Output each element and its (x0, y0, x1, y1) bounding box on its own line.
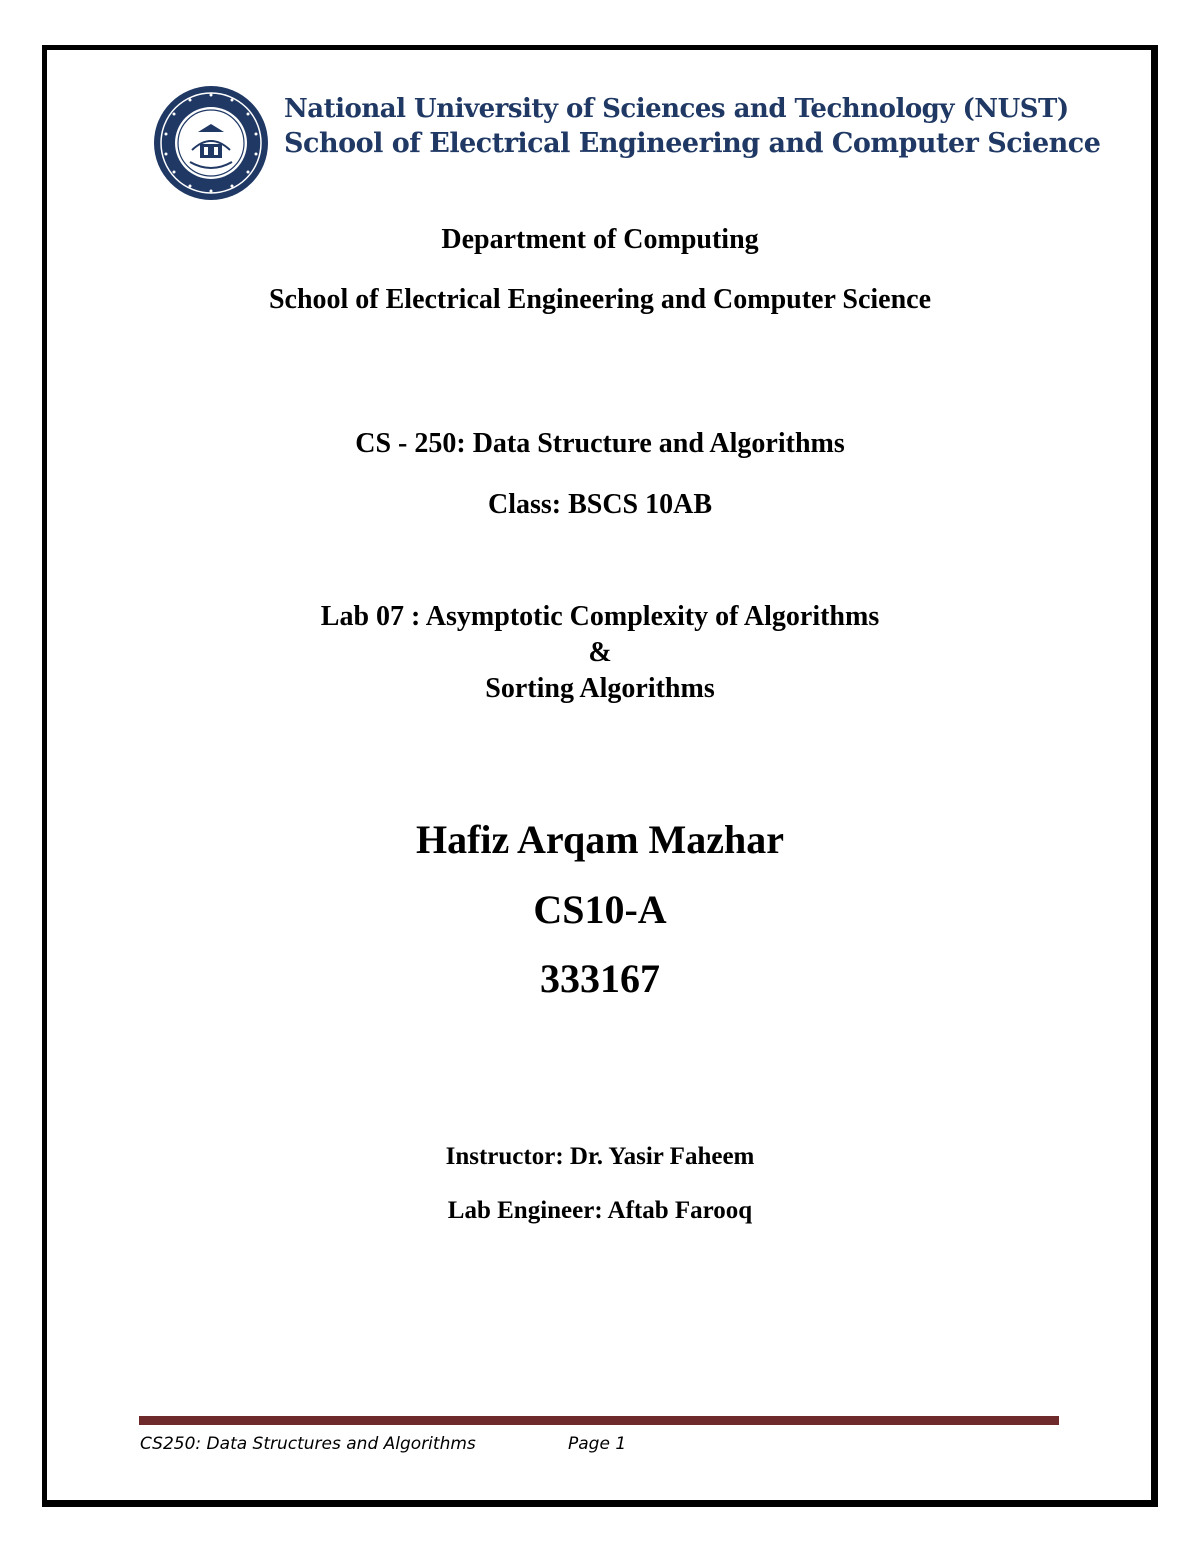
school-name-header: School of Electrical Engineering and Computer Science (284, 128, 1101, 159)
instructor: Instructor: Dr. Yasir Faheem (445, 1143, 755, 1170)
department-name: Department of Computing (441, 224, 759, 255)
course-title: CS - 250: Data Structure and Algorithms (355, 428, 845, 459)
nust-seal-logo (152, 84, 270, 202)
lab-engineer: Lab Engineer: Aftab Farooq (447, 1197, 753, 1224)
footer-page-number: Page 1 (568, 1434, 627, 1454)
footer-course: CS250: Data Structures and Algorithms (140, 1434, 476, 1454)
footer-rule (139, 1416, 1059, 1425)
lab-ampersand: & (588, 637, 612, 668)
page-border (42, 45, 1158, 1507)
lab-subtitle: Sorting Algorithms (485, 673, 715, 704)
university-name: National University of Sciences and Technology (NUST) (284, 94, 1069, 124)
student-name: Hafiz Arqam Mazhar (415, 817, 785, 862)
student-section: CS10-A (533, 887, 667, 932)
department-school: School of Electrical Engineering and Computer Science (268, 284, 932, 315)
lab-title: Lab 07 : Asymptotic Complexity of Algorithms (320, 601, 880, 632)
class-label: Class: BSCS 10AB (487, 489, 713, 520)
student-id: 333167 (540, 956, 660, 1001)
